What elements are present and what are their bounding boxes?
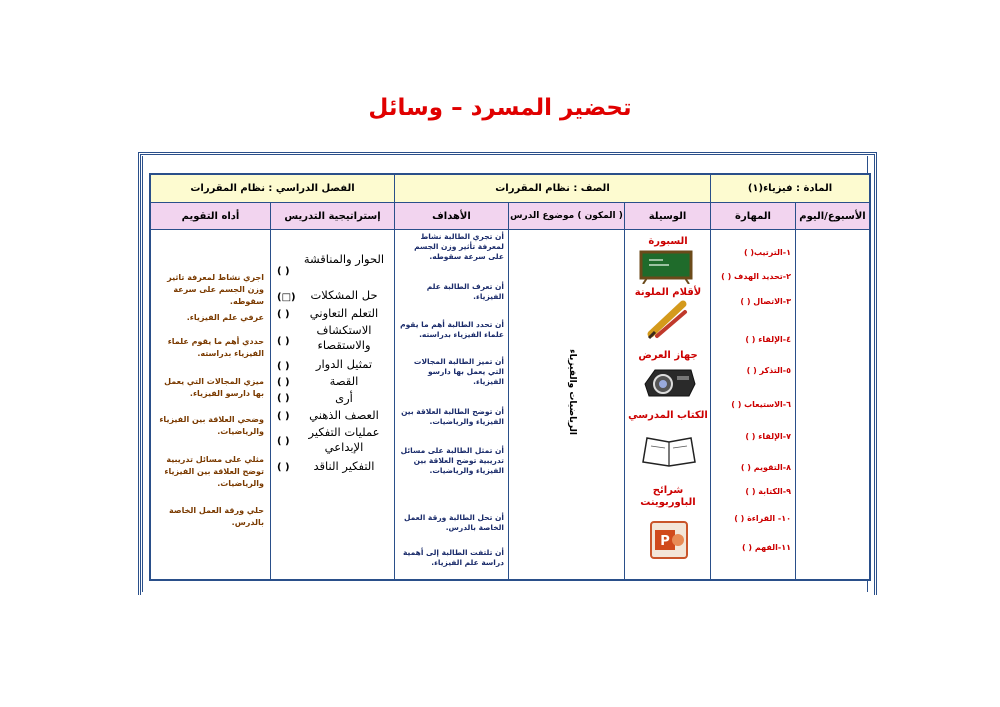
strategy-item: التفكير الناقد — [313, 459, 375, 473]
aid-label: الكتاب المدرسي — [628, 410, 708, 421]
objective-item: أن تميز الطالبة المجالات التي يعمل بها دارسو الفيزياء. — [413, 357, 504, 386]
blackboard-icon — [639, 250, 695, 284]
evaluation-item: مثلي على مسائل تدريبية توضح العلاقة بين الفيزياء والرياضيات. — [164, 455, 264, 488]
strategy-checkbox[interactable]: ( ) — [277, 377, 290, 388]
col-skill-label: المهارة — [735, 211, 771, 222]
strategy-checkbox[interactable]: ( ) — [277, 336, 290, 347]
strategy-item: القصة — [329, 374, 359, 388]
skill-item: ٥-التذكر ( ) — [746, 366, 791, 375]
aid-label: السبورة — [648, 236, 688, 247]
strategy-item: عمليات التفكير الإبداعي — [308, 425, 380, 454]
col-strategy-label: إستراتيجية التدريس — [284, 211, 381, 222]
page-title: تحضير المسرد – وسائل — [368, 95, 632, 121]
evaluation-item: حددي أهم ما يقوم علماء الفيزياء بدراسته. — [167, 337, 264, 358]
skill-item: ٩-الكتابة ( ) — [745, 487, 791, 496]
col-skill — [711, 203, 796, 230]
evaluation-cell — [151, 230, 271, 579]
col-evaluation — [151, 203, 271, 230]
strategy-item: العصف الذهني — [309, 408, 379, 422]
strategy-checkbox[interactable]: ( ) — [277, 411, 290, 422]
book-icon — [639, 432, 699, 468]
skills-cell — [711, 230, 796, 579]
aids-cell — [625, 230, 711, 579]
subject-header-cell — [711, 175, 869, 203]
skill-item: ١-الترتيب( ) — [743, 248, 791, 257]
strategy-checkbox[interactable]: ( ) — [277, 309, 290, 320]
strategy-item: التعلم التعاوني — [309, 306, 379, 320]
projector-icon — [641, 362, 697, 402]
powerpoint-icon — [649, 520, 689, 560]
week-day-cell — [796, 230, 869, 579]
skill-item: ٢-تحديد الهدف ( ) — [721, 272, 791, 281]
objectives-cell — [395, 230, 509, 579]
col-objectives-label: الأهداف — [432, 211, 471, 222]
col-strategy — [271, 203, 395, 230]
component-cell — [509, 230, 625, 579]
evaluation-item: حلي ورقة العمل الخاصة بالدرس. — [168, 506, 264, 527]
skill-item: ٤-الإلقاء ( ) — [745, 335, 791, 344]
col-component-label: ( المكون ) موضوع الدرس — [510, 211, 623, 221]
strategy-checkbox[interactable]: ( ) — [277, 462, 290, 473]
component-text: الرياضيات والفيزياء — [567, 349, 577, 435]
col-week-day-label: الأسبوع/اليوم — [799, 211, 866, 222]
aid-label: لأقلام الملونة — [634, 287, 702, 298]
strategy-checkbox[interactable]: ( ) — [277, 393, 290, 404]
col-week-day — [796, 203, 869, 230]
strategy-checkbox[interactable]: (□) — [277, 292, 296, 303]
semester-label: الفصل الدراسي : نظام المقررات — [190, 183, 355, 194]
skill-item: ١١-الفهم ( ) — [741, 543, 791, 552]
class-header-cell — [395, 175, 711, 203]
objective-item: أن تحل الطالبة ورقة العمل الخاصة بالدرس. — [403, 513, 504, 532]
objective-item: أن تعرف الطالبة علم الفيزياء. — [426, 282, 504, 301]
strategy-item: حل المشكلات — [310, 288, 378, 302]
skill-item: ٨-التقويم ( ) — [740, 463, 791, 472]
aid-label: شرائح الباوربوينت — [640, 485, 696, 508]
strategy-item: أرى — [335, 391, 353, 405]
lesson-plan-table — [149, 173, 871, 581]
strategy-checkbox[interactable]: ( ) — [277, 266, 290, 277]
skill-item: ١٠- القراءة ( ) — [734, 514, 791, 523]
objective-item: أن تحدد الطالبة أهم ما يقوم علماء الفيزياء بدراسته. — [400, 320, 504, 339]
skill-item: ٣-الاتصال ( ) — [740, 297, 791, 306]
evaluation-item: وضحي العلاقة بين الفيزياء والرياضيات. — [159, 415, 264, 436]
col-aid-label: الوسيلة — [648, 211, 687, 222]
strategy-item: الحوار والمناقشة — [303, 252, 385, 266]
objective-item: أن تلتفت الطالبة إلى أهمية دراسة علم الفيزياء. — [402, 548, 504, 567]
evaluation-item: ميزي المجالات التي يعمل بها دارسو الفيزياء. — [164, 377, 264, 398]
skill-item: ٧-الإلقاء ( ) — [745, 432, 791, 441]
evaluation-item: اجري نشاط لمعرفة تاثير وزن الجسم على سرعة سقوطه. — [167, 273, 264, 306]
evaluation-item: عرفي علم الفيزياء. — [186, 313, 264, 322]
colored-pens-icon — [645, 300, 691, 340]
col-aid — [625, 203, 711, 230]
class-label: الصف : نظام المقررات — [495, 183, 610, 194]
col-component — [509, 203, 625, 230]
subject-label: المادة : فيزياء(١) — [747, 183, 833, 194]
skill-item: ٦-الاستيعاب ( ) — [731, 400, 791, 409]
objective-item: أن تمثل الطالبة على مسائل تدريبية توضح العلاقة بين الفيزياء والرياضيات. — [400, 446, 504, 475]
strategy-checkbox[interactable]: ( ) — [277, 361, 290, 372]
objective-item: أن تجري الطالبة نشاط لمعرفة تأثير وزن الجسم على سرعة سقوطه. — [414, 232, 504, 261]
strategy-item: الاستكشاف والاستقصاء — [316, 323, 372, 352]
semester-header-cell — [151, 175, 395, 203]
svg-text:P: P — [660, 534, 670, 549]
aid-label: جهاز العرض — [638, 350, 698, 361]
strategy-checkbox[interactable]: ( ) — [277, 436, 290, 447]
col-evaluation-label: أداه التقويم — [181, 211, 240, 222]
objective-item: أن توضح الطالبة العلاقة بين الفيزياء والرياضيات. — [401, 407, 504, 426]
strategy-item: تمثيل الدوار — [315, 357, 373, 371]
col-objectives — [395, 203, 509, 230]
strategy-cell — [271, 230, 395, 579]
